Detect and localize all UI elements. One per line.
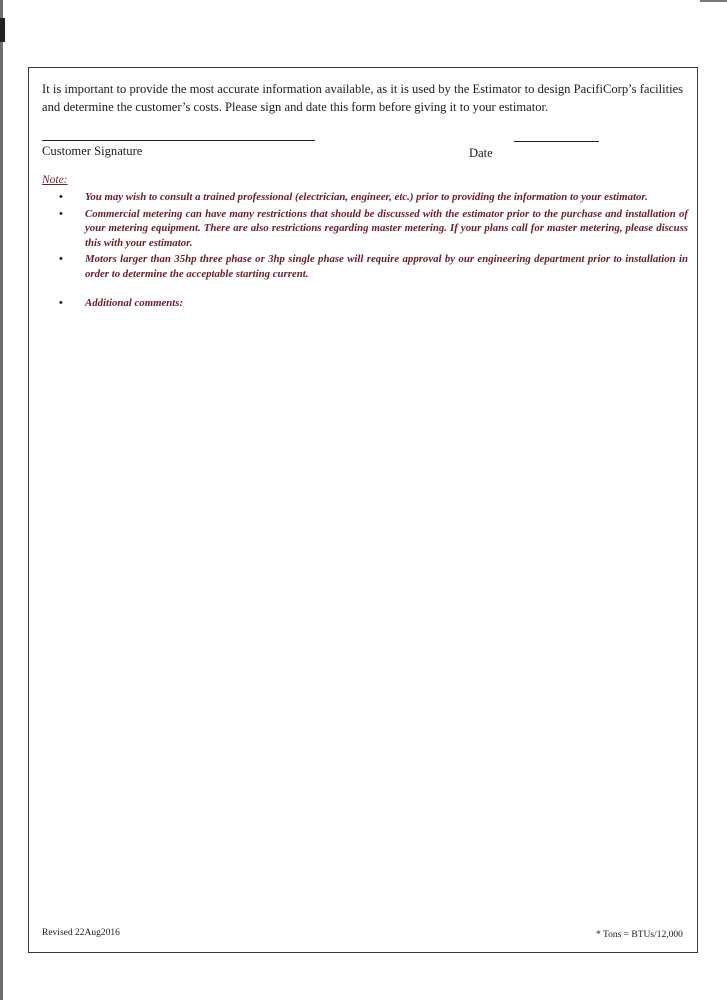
scan-edge-top — [700, 0, 727, 2]
notes-list — [58, 190, 688, 313]
date-label: Date — [469, 146, 493, 160]
tons-footnote: * Tons = BTUs/12,000 — [596, 930, 683, 940]
scan-edge — [0, 0, 3, 1000]
signature-label: Customer Signature — [42, 144, 143, 158]
note-text: Motors larger than 35hp three phase or 3hp single phase will require approval by our engineering department prior to installation in order to determine the acceptable starting current. — [85, 253, 688, 280]
note-item — [58, 190, 688, 205]
additional-comments-item — [58, 296, 688, 311]
intro-paragraph: It is important to provide the most accurate information available, as it is used by the Estimator to design PacifiCorp’s facilities and determine the customer’s costs. Please sign and date this form before giving it to your estimator. — [42, 82, 684, 114]
note-text: Commercial metering can have many restrictions that should be discussed with the estimator prior to the purchase and installation of your metering equipment. There are also restrictions regarding master metering. If your plans call for master metering, please discuss this with your estimator. — [85, 207, 688, 249]
bullet-icon: • — [59, 297, 63, 309]
signature-line[interactable] — [42, 140, 315, 141]
note-item — [58, 207, 688, 251]
date-line[interactable] — [514, 141, 599, 142]
note-label: Note: — [42, 174, 68, 186]
scan-mark — [0, 18, 5, 42]
additional-comments-label: Additional comments: — [85, 297, 184, 309]
note-item — [58, 252, 688, 281]
note-text: You may wish to consult a trained professional (electrician, engineer, etc.) prior to providing the information to your estimator. — [85, 191, 648, 203]
bullet-icon: • — [59, 207, 63, 220]
revision-date: Revised 22Aug2016 — [42, 928, 120, 938]
bullet-icon: • — [59, 253, 63, 265]
bullet-icon: • — [59, 191, 63, 203]
